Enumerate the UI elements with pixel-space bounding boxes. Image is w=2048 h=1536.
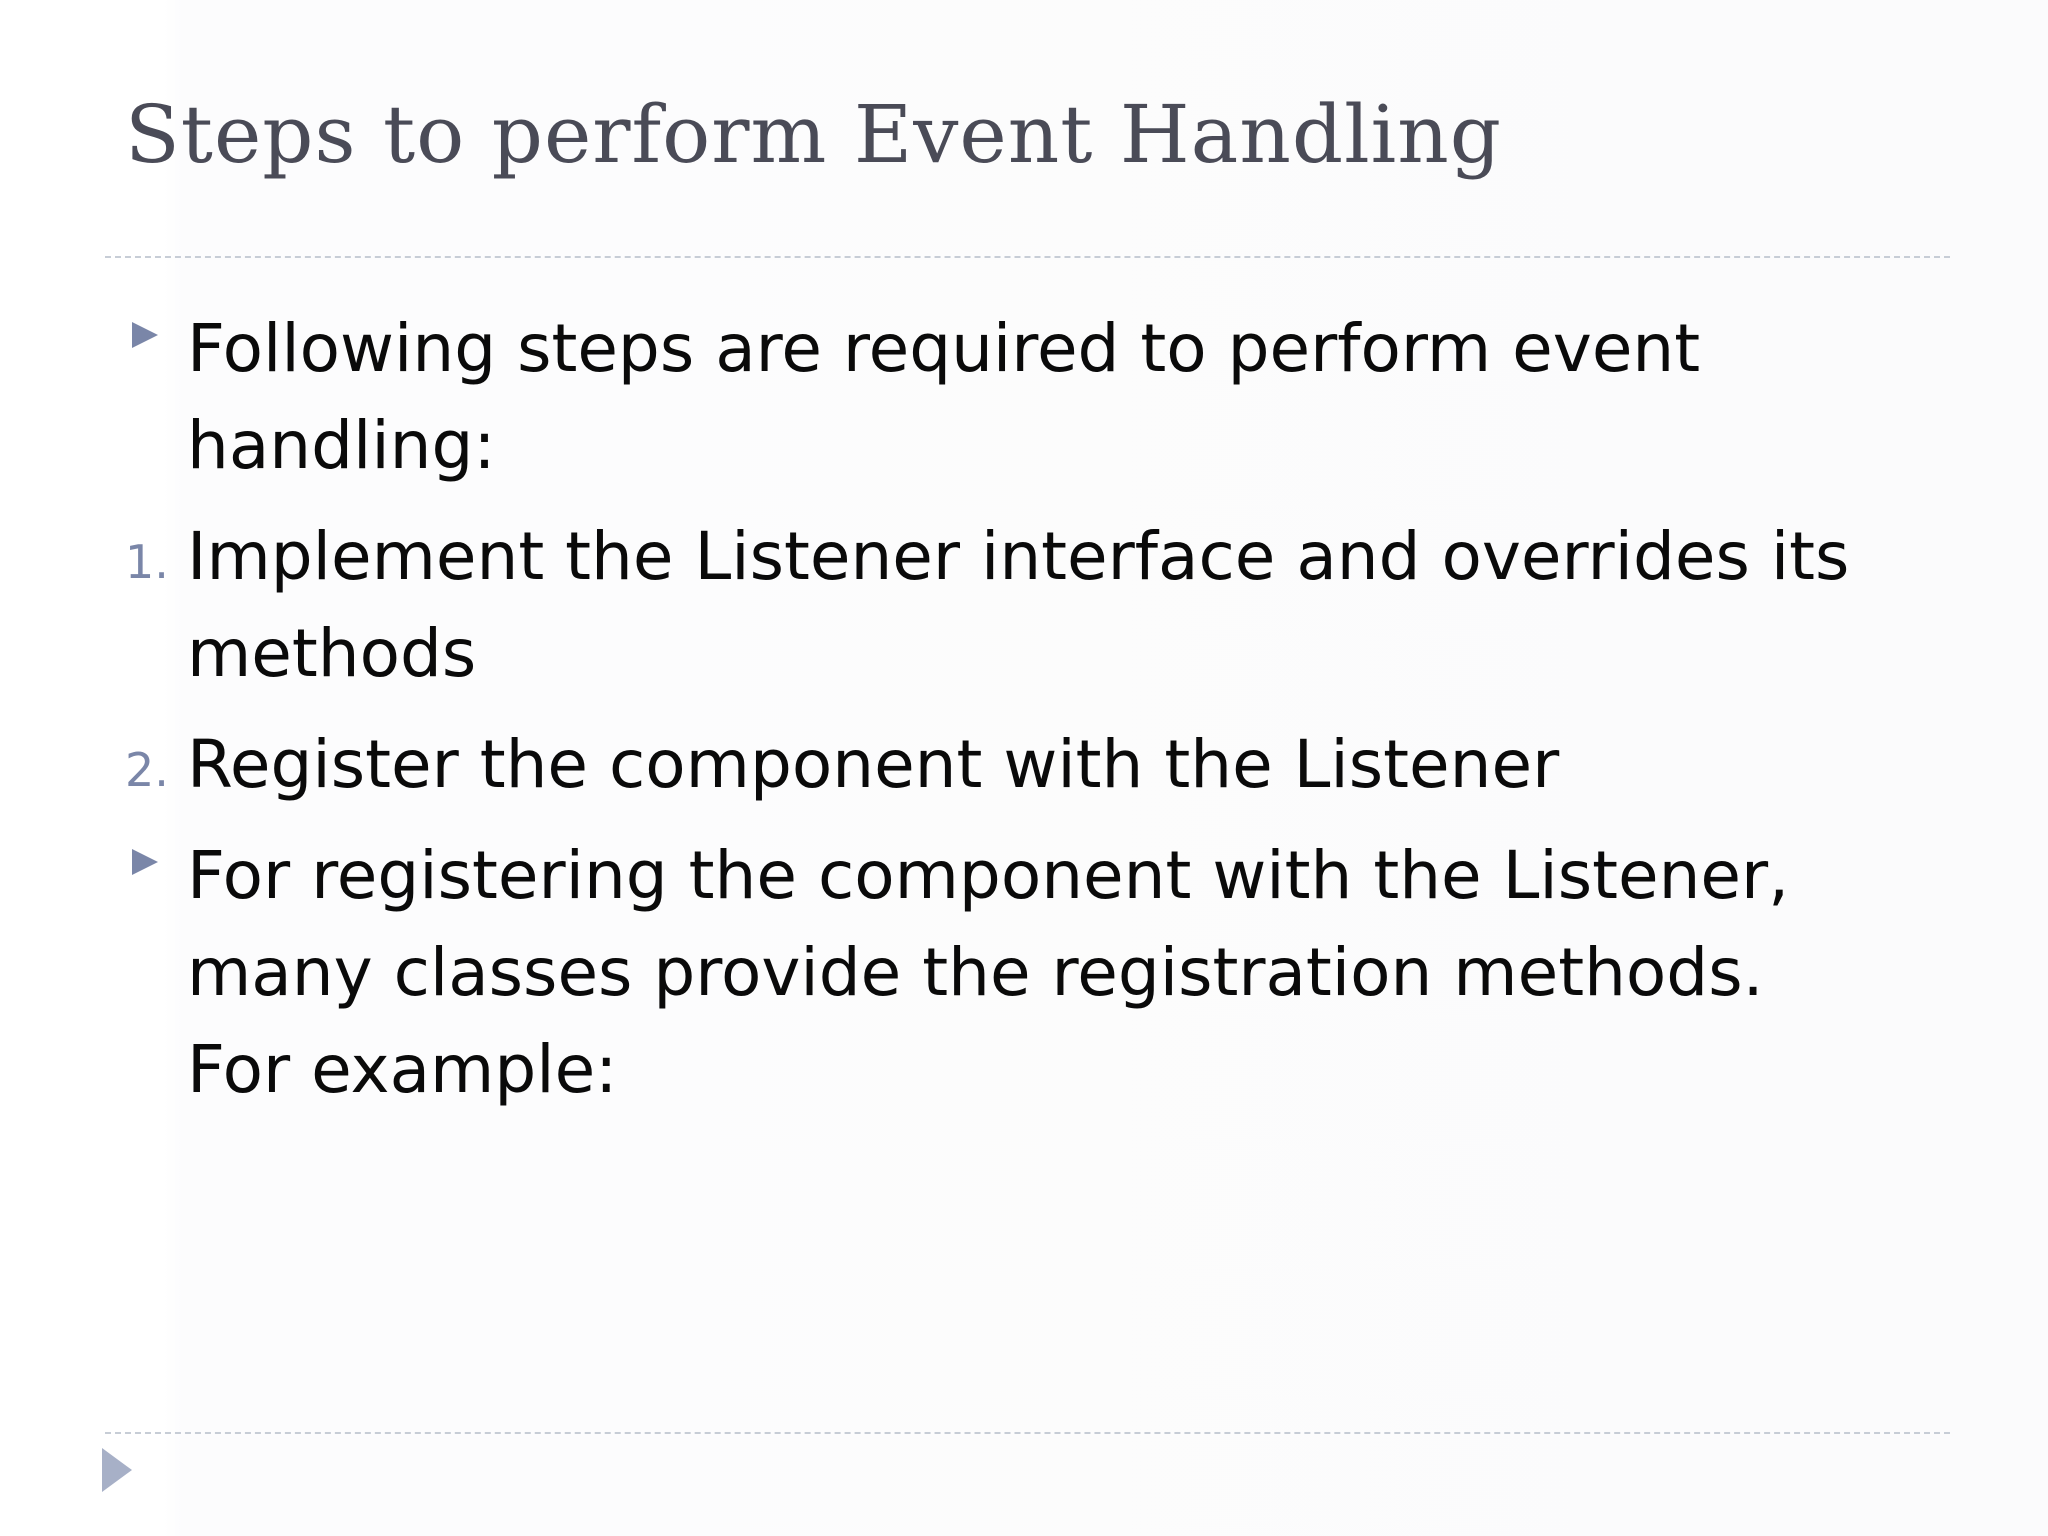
footer-triangle-icon xyxy=(102,1448,132,1492)
list-item xyxy=(120,827,1880,1118)
list-item xyxy=(120,716,1880,813)
list-item-number: 2. xyxy=(125,743,169,797)
list-item-text: Following steps are required to perform event handling: xyxy=(187,310,1701,484)
list-item-text: For registering the component with the Listener, many classes provide the registration methods. For example: xyxy=(187,837,1790,1108)
list-item xyxy=(120,300,1880,494)
bullet-triangle-icon xyxy=(132,849,158,875)
title-divider xyxy=(105,256,1950,258)
list-item xyxy=(120,508,1880,702)
slide-body xyxy=(120,300,1880,1132)
bullet-triangle-icon xyxy=(132,322,158,348)
list-item-text: Implement the Listener interface and overrides its methods xyxy=(187,518,1850,692)
slide-title: Steps to perform Event Handling xyxy=(125,88,1502,181)
list-item-text: Register the component with the Listener xyxy=(187,726,1560,803)
footer-divider xyxy=(105,1432,1950,1434)
list-item-number: 1. xyxy=(125,535,169,589)
